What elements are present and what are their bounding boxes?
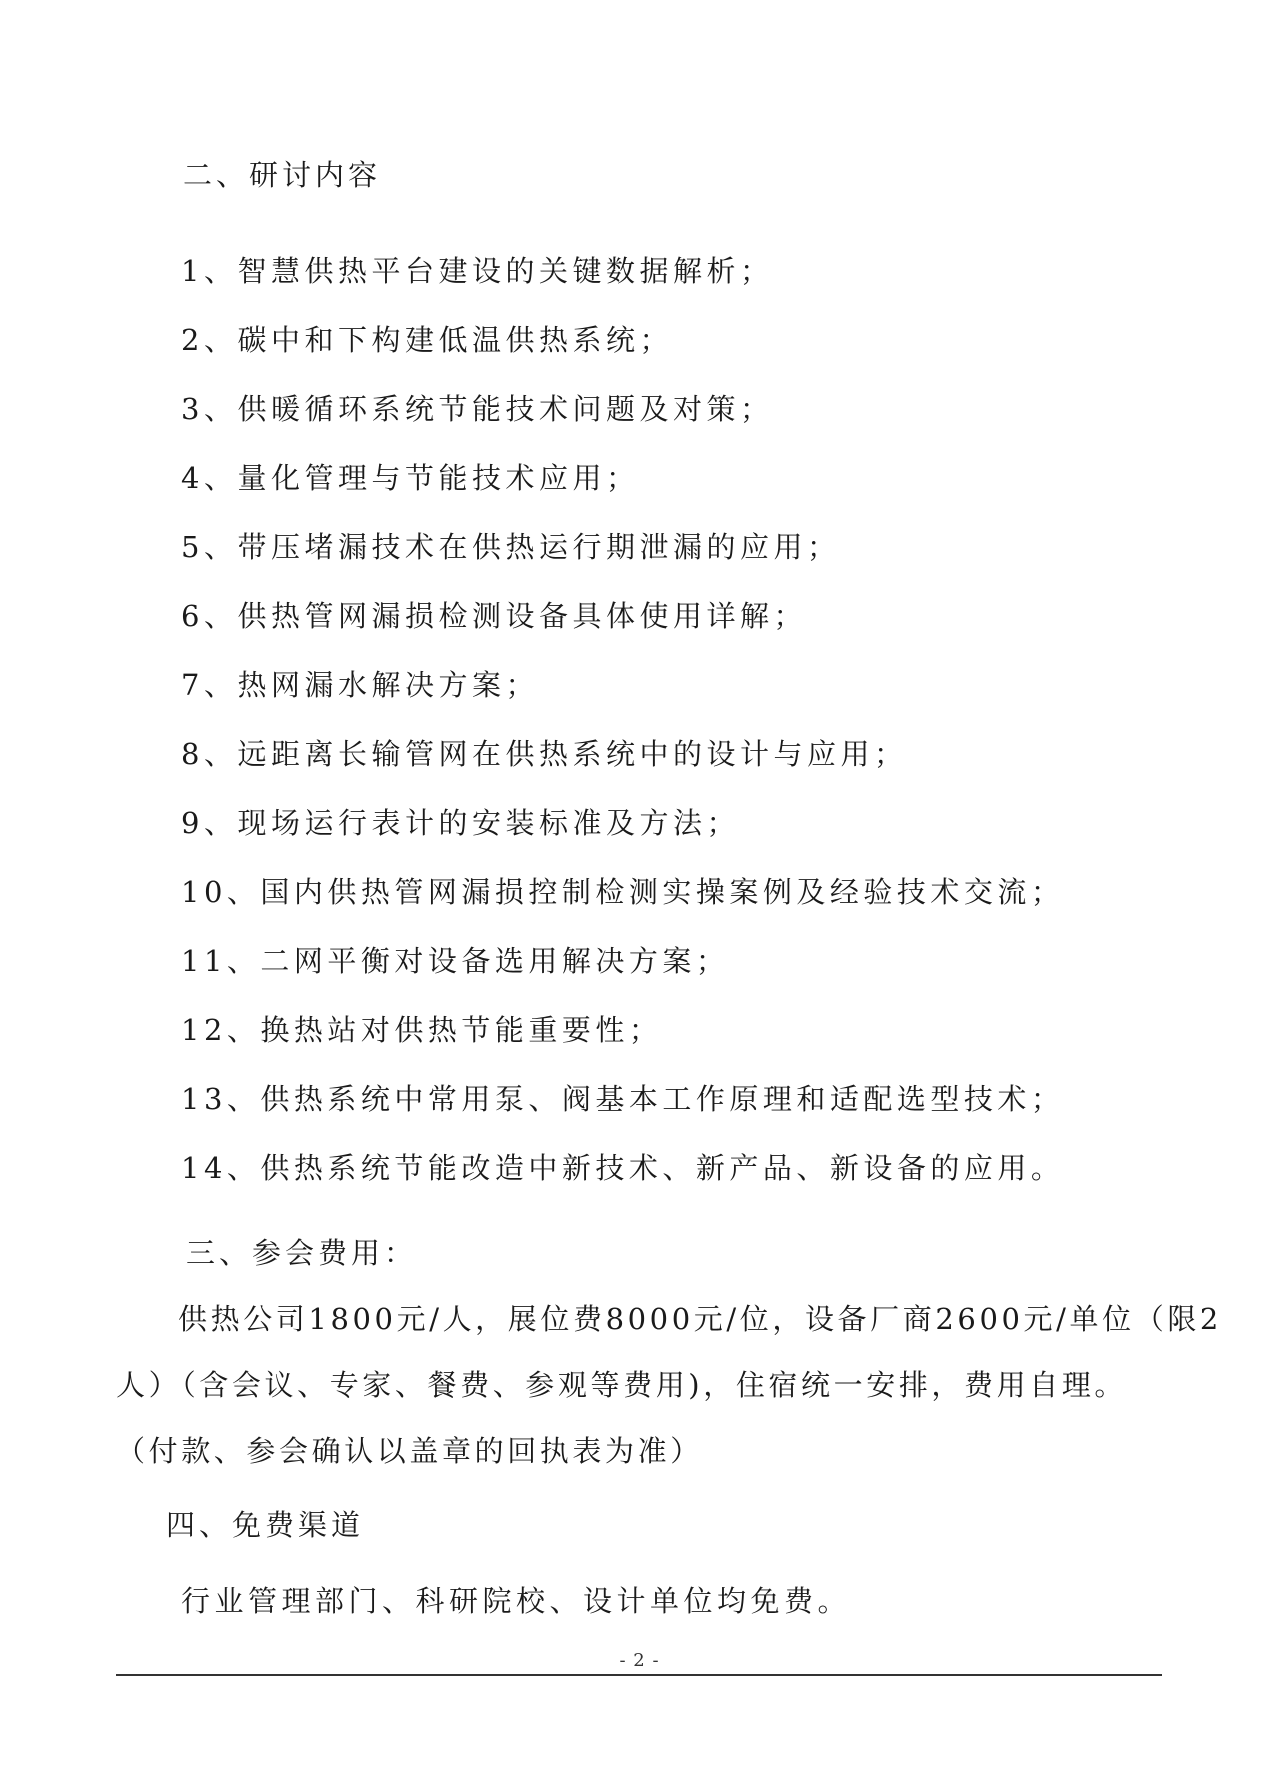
list-item: 7、热网漏水解决方案； (181, 668, 539, 702)
list-item: 9、现场运行表计的安装标准及方法； (181, 806, 740, 840)
fees-line: 供热公司1800元/人，展位费8000元/位，设备厂商2600元/单位（限2 (178, 1302, 1222, 1336)
list-item: 5、带压堵漏技术在供热运行期泄漏的应用； (181, 530, 841, 564)
footer-divider (116, 1674, 1162, 1676)
list-item: 10、国内供热管网漏损控制检测实操案例及经验技术交流； (181, 875, 1065, 909)
list-item: 12、换热站对供热节能重要性； (181, 1013, 663, 1047)
section-heading-fees: 三、参会费用： (186, 1236, 418, 1270)
fees-line: 人）（含会议、专家、餐费、参观等费用)，住宿统一安排，费用自理。 (116, 1368, 1128, 1402)
section-heading-research-content: 二、研讨内容 (183, 158, 382, 192)
list-item: 11、二网平衡对设备选用解决方案； (181, 944, 730, 978)
list-item: 14、供热系统节能改造中新技术、新产品、新设备的应用。 (181, 1151, 1065, 1185)
list-item: 1、智慧供热平台建设的关键数据解析； (181, 254, 774, 288)
page-number: - 2 - (619, 1650, 660, 1671)
free-channels-text: 行业管理部门、科研院校、设计单位均免费。 (181, 1584, 852, 1618)
list-item: 6、供热管网漏损检测设备具体使用详解； (181, 599, 807, 633)
fees-note: （付款、参会确认以盖章的回执表为准） (116, 1434, 703, 1468)
list-item: 13、供热系统中常用泵、阀基本工作原理和适配选型技术； (181, 1082, 1065, 1116)
list-item: 4、量化管理与节能技术应用； (181, 461, 640, 495)
list-item: 8、远距离长输管网在供热系统中的设计与应用； (181, 737, 908, 771)
list-item: 2、碳中和下构建低温供热系统； (181, 323, 673, 357)
list-item: 3、供暖循环系统节能技术问题及对策； (181, 392, 774, 426)
section-heading-free-channels: 四、免费渠道 (166, 1508, 365, 1542)
